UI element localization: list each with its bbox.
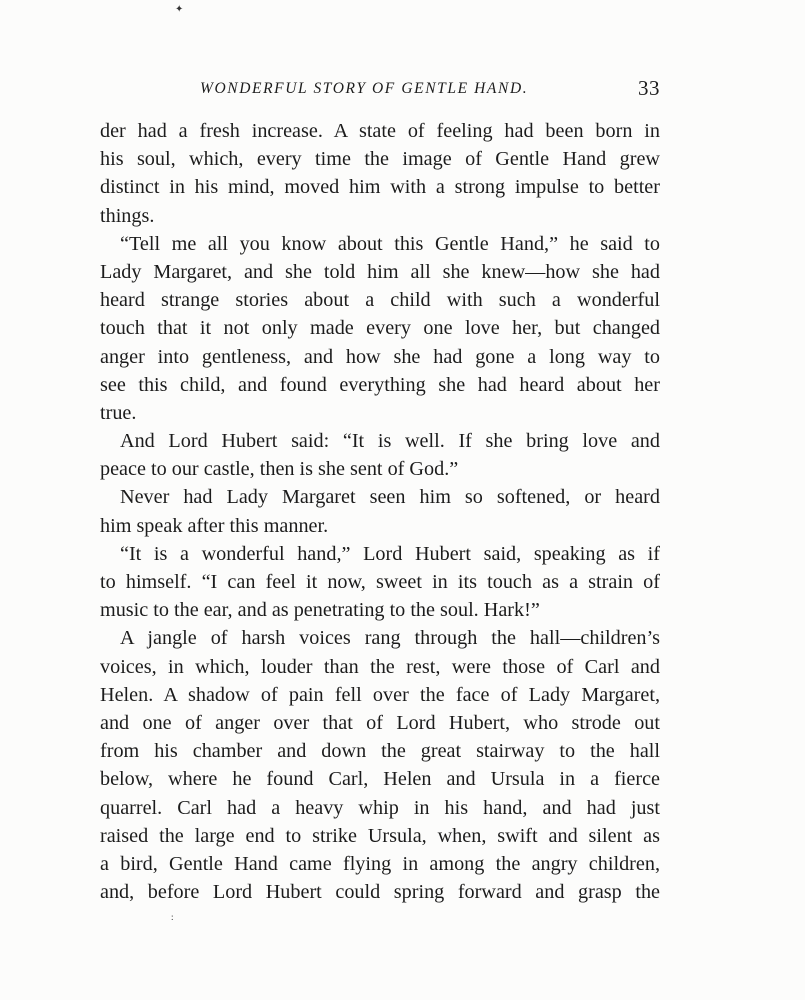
text-line: and one of anger over that of Lord Hubert, who strode out bbox=[100, 711, 660, 734]
text-line: true. bbox=[100, 401, 137, 424]
text-line: music to the ear, and as penetrating to the soul. Hark!” bbox=[100, 599, 540, 622]
text-line: things. bbox=[100, 204, 155, 227]
text-line: touch that it not only made every one love her, but changed bbox=[100, 317, 660, 340]
text-line: from his chamber and down the great stairway to the hall bbox=[100, 740, 660, 763]
ink-speck: : bbox=[171, 912, 174, 922]
text-line: quarrel. Carl had a heavy whip in his hand, and had just bbox=[100, 796, 660, 819]
page-number: 33 bbox=[638, 76, 660, 100]
text-line: raised the large end to strike Ursula, when, swift and silent as bbox=[100, 824, 660, 847]
text-line: Never had Lady Margaret seen him so softened, or heard bbox=[120, 486, 660, 509]
text-line: Lady Margaret, and she told him all she knew—how she had bbox=[100, 260, 660, 283]
text-line: A jangle of harsh voices rang through the hall—children’s bbox=[120, 627, 660, 650]
text-line: him speak after this manner. bbox=[100, 514, 329, 537]
text-line: distinct in his mind, moved him with a strong impulse to better bbox=[100, 176, 660, 199]
text-line: Helen. A shadow of pain fell over the face of Lady Margaret, bbox=[100, 683, 660, 706]
text-line: der had a fresh increase. A state of feeling had been born in bbox=[100, 120, 660, 142]
text-line: anger into gentleness, and how she had gone a long way to bbox=[100, 345, 660, 368]
text-line: his soul, which, every time the image of Gentle Hand grew bbox=[100, 148, 660, 171]
text-line: “It is a wonderful hand,” Lord Hubert said, speaking as if bbox=[120, 542, 660, 565]
text-line: “Tell me all you know about this Gentle Hand,” he said to bbox=[120, 232, 660, 255]
text-line: below, where he found Carl, Helen and Ursula in a fierce bbox=[100, 768, 660, 791]
body-text bbox=[100, 117, 660, 906]
text-line: see this child, and found everything she had heard about her bbox=[100, 373, 660, 396]
text-line: a bird, Gentle Hand came flying in among the angry children, bbox=[100, 852, 660, 875]
ink-speck: ✦ bbox=[175, 4, 184, 15]
running-head bbox=[200, 76, 660, 106]
running-title: WONDERFUL STORY OF GENTLE HAND. bbox=[200, 80, 529, 97]
text-line: to himself. “I can feel it now, sweet in its touch as a strain of bbox=[100, 571, 660, 593]
text-line: voices, in which, louder than the rest, were those of Carl and bbox=[100, 655, 660, 678]
text-line: and, before Lord Hubert could spring forward and grasp the bbox=[100, 881, 660, 904]
text-line: peace to our castle, then is she sent of God.” bbox=[100, 458, 459, 481]
text-line: heard strange stories about a child with such a wonderful bbox=[100, 289, 660, 312]
text-line: And Lord Hubert said: “It is well. If she bring love and bbox=[120, 430, 660, 453]
